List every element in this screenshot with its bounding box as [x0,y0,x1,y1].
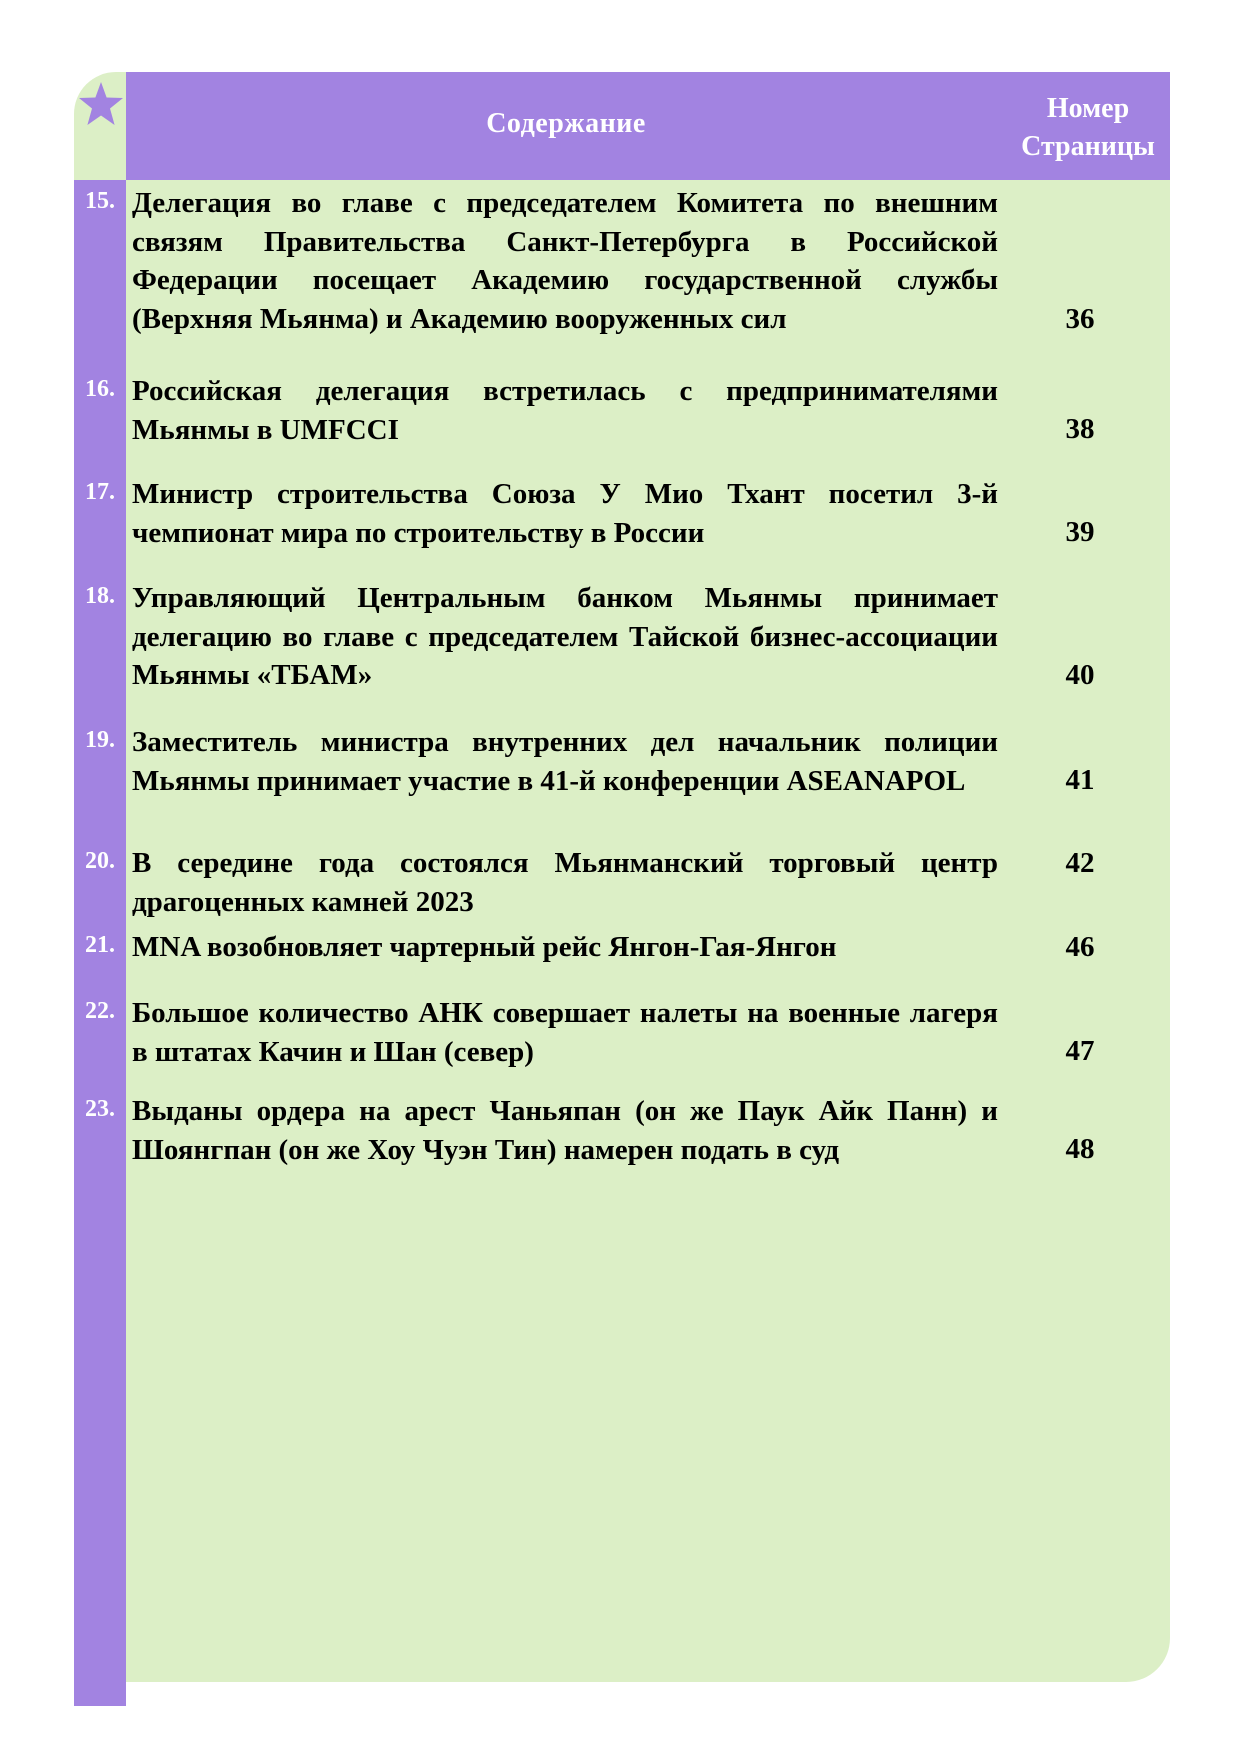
entry-number: 17. [85,479,115,505]
entry-page-number: 48 [1065,1133,1095,1165]
entry-number: 18. [85,583,115,609]
entry-title: Большое количество АНК совершает налеты на военные лагеря в штатах Качин и Шан (север) [132,997,998,1068]
entry-title: Делегация во главе с председателем Комитета по внешним связям Правительства Санкт-Петербурга в Российской Федерации посещает Академию государственной службы (Верхняя Мьянма) и Академию вооруженных сил [132,187,998,335]
page-number-heading-line2: Страницы [1021,131,1155,162]
entry-page-number: 39 [1065,516,1095,548]
page-number-heading [1006,90,1170,166]
entry-number: 20. [85,848,115,874]
contents-heading: Содержание [486,108,646,139]
entry-page-number: 36 [1065,303,1095,335]
entry-page-number: 42 [1065,847,1095,879]
entry-number: 15. [85,188,115,214]
page-number-heading-line1: Номер [1046,93,1130,124]
entry-page-number: 41 [1065,764,1095,796]
entry-page-number: 38 [1065,413,1095,445]
entry-title: Выданы ордера на арест Чаньяпан (он же Паук Айк Панн) и Шоянгпан (он же Хоу Чуэн Тин) намерен подать в суд [132,1095,998,1166]
entry-title: Управляющий Центральным банком Мьянмы принимает делегацию во главе с председателем Тайской бизнес-ассоциации Мьянмы «ТБАМ» [132,582,998,691]
entry-title: MNA возобновляет чартерный рейс Янгон-Гая-Янгон [132,931,837,963]
entry-number: 23. [85,1096,115,1122]
star-icon [78,80,124,128]
entry-number: 19. [85,727,115,753]
entry-number: 22. [85,998,115,1024]
entry-number: 21. [85,932,115,958]
entry-number: 16. [85,376,115,402]
entry-page-number: 47 [1065,1035,1095,1067]
entry-title: Заместитель министра внутренних дел начальник полиции Мьянмы принимает участие в 41-й конференции ASEANAPOL [132,726,998,797]
entry-page-number: 40 [1065,659,1095,691]
entry-page-number: 46 [1065,931,1095,963]
entry-title: Министр строительства Союза У Мио Тхант посетил 3-й чемпионат мира по строительству в России [132,478,998,549]
entry-title: В середине года состоялся Мьянманский торговый центр драгоценных камней 2023 [132,847,998,918]
entry-title: Российская делегация встретилась с предпринимателями Мьянмы в UMFCCI [132,375,998,446]
